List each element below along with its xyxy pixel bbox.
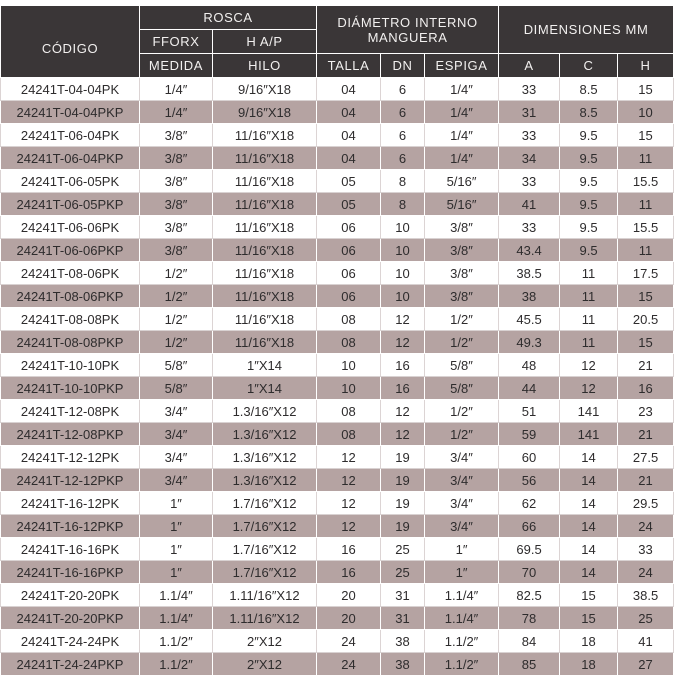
cell-hilo: 2″X12 <box>213 653 317 676</box>
cell-talla: 24 <box>317 653 381 676</box>
cell-medida: 1″ <box>140 561 213 584</box>
cell-a: 33 <box>499 216 560 239</box>
cell-hilo: 11/16″X18 <box>213 308 317 331</box>
cell-espiga: 3/4″ <box>425 515 499 538</box>
table-row <box>1 515 674 538</box>
cell-a: 78 <box>499 607 560 630</box>
table-row <box>1 377 674 400</box>
cell-c: 14 <box>560 515 618 538</box>
cell-espiga: 1″ <box>425 538 499 561</box>
cell-talla: 12 <box>317 446 381 469</box>
cell-medida: 1.1/4″ <box>140 607 213 630</box>
cell-a: 62 <box>499 492 560 515</box>
cell-talla: 06 <box>317 216 381 239</box>
cell-c: 14 <box>560 538 618 561</box>
cell-hilo: 1.3/16″X12 <box>213 446 317 469</box>
cell-c: 11 <box>560 308 618 331</box>
cell-h: 11 <box>618 147 674 170</box>
table-row <box>1 216 674 239</box>
cell-hilo: 2″X12 <box>213 630 317 653</box>
cell-c: 9.5 <box>560 170 618 193</box>
cell-h: 15 <box>618 78 674 101</box>
header-fforx: FFORX <box>140 30 213 54</box>
cell-dn: 19 <box>381 492 425 515</box>
cell-talla: 04 <box>317 124 381 147</box>
cell-h: 24 <box>618 561 674 584</box>
cell-medida: 1/2″ <box>140 331 213 354</box>
table-row <box>1 147 674 170</box>
cell-talla: 08 <box>317 423 381 446</box>
cell-c: 141 <box>560 400 618 423</box>
cell-codigo: 24241T-04-04PK <box>1 78 140 101</box>
cell-espiga: 3/4″ <box>425 446 499 469</box>
cell-hilo: 9/16″X18 <box>213 101 317 124</box>
cell-a: 56 <box>499 469 560 492</box>
cell-codigo: 24241T-08-06PK <box>1 262 140 285</box>
cell-h: 27.5 <box>618 446 674 469</box>
cell-dn: 10 <box>381 239 425 262</box>
cell-a: 41 <box>499 193 560 216</box>
cell-medida: 5/8″ <box>140 377 213 400</box>
table-row <box>1 561 674 584</box>
cell-a: 33 <box>499 78 560 101</box>
cell-codigo: 24241T-16-12PKP <box>1 515 140 538</box>
cell-talla: 10 <box>317 377 381 400</box>
cell-hilo: 11/16″X18 <box>213 331 317 354</box>
cell-codigo: 24241T-12-12PKP <box>1 469 140 492</box>
cell-c: 11 <box>560 285 618 308</box>
cell-medida: 3/4″ <box>140 446 213 469</box>
cell-a: 31 <box>499 101 560 124</box>
cell-h: 15.5 <box>618 170 674 193</box>
cell-a: 59 <box>499 423 560 446</box>
cell-hilo: 11/16″X18 <box>213 193 317 216</box>
cell-espiga: 1/4″ <box>425 124 499 147</box>
cell-talla: 06 <box>317 285 381 308</box>
cell-talla: 10 <box>317 354 381 377</box>
cell-medida: 1/4″ <box>140 78 213 101</box>
cell-dn: 19 <box>381 446 425 469</box>
header-codigo: CÓDIGO <box>1 6 140 78</box>
cell-a: 49.3 <box>499 331 560 354</box>
cell-medida: 3/8″ <box>140 239 213 262</box>
cell-a: 44 <box>499 377 560 400</box>
cell-h: 15.5 <box>618 216 674 239</box>
cell-espiga: 1″ <box>425 561 499 584</box>
cell-talla: 04 <box>317 147 381 170</box>
cell-hilo: 1.3/16″X12 <box>213 469 317 492</box>
cell-dn: 25 <box>381 561 425 584</box>
spec-table-container <box>0 5 678 676</box>
cell-h: 41 <box>618 630 674 653</box>
cell-hilo: 11/16″X18 <box>213 170 317 193</box>
cell-codigo: 24241T-24-24PKP <box>1 653 140 676</box>
cell-h: 29.5 <box>618 492 674 515</box>
cell-h: 16 <box>618 377 674 400</box>
cell-a: 34 <box>499 147 560 170</box>
table-body <box>1 78 674 676</box>
cell-codigo: 24241T-06-04PK <box>1 124 140 147</box>
cell-h: 21 <box>618 469 674 492</box>
cell-espiga: 1.1/2″ <box>425 653 499 676</box>
cell-codigo: 24241T-16-16PK <box>1 538 140 561</box>
cell-medida: 3/4″ <box>140 400 213 423</box>
table-row <box>1 354 674 377</box>
table-row <box>1 492 674 515</box>
cell-a: 51 <box>499 400 560 423</box>
cell-medida: 1.1/4″ <box>140 584 213 607</box>
header-dimensiones: DIMENSIONES MM <box>499 6 674 54</box>
cell-c: 8.5 <box>560 101 618 124</box>
cell-espiga: 5/8″ <box>425 354 499 377</box>
cell-c: 9.5 <box>560 147 618 170</box>
table-row <box>1 584 674 607</box>
table-row <box>1 423 674 446</box>
cell-h: 21 <box>618 423 674 446</box>
cell-talla: 04 <box>317 101 381 124</box>
cell-codigo: 24241T-08-06PKP <box>1 285 140 308</box>
cell-c: 14 <box>560 469 618 492</box>
cell-h: 17.5 <box>618 262 674 285</box>
cell-medida: 3/4″ <box>140 423 213 446</box>
table-row <box>1 262 674 285</box>
cell-espiga: 5/8″ <box>425 377 499 400</box>
cell-a: 69.5 <box>499 538 560 561</box>
header-h: H <box>618 54 674 78</box>
cell-dn: 6 <box>381 147 425 170</box>
cell-dn: 12 <box>381 308 425 331</box>
cell-c: 9.5 <box>560 216 618 239</box>
cell-dn: 10 <box>381 262 425 285</box>
cell-espiga: 1.1/4″ <box>425 607 499 630</box>
cell-dn: 8 <box>381 193 425 216</box>
cell-a: 38 <box>499 285 560 308</box>
cell-espiga: 5/16″ <box>425 193 499 216</box>
cell-espiga: 1/2″ <box>425 423 499 446</box>
cell-medida: 1/2″ <box>140 285 213 308</box>
cell-a: 48 <box>499 354 560 377</box>
cell-codigo: 24241T-06-06PK <box>1 216 140 239</box>
cell-codigo: 24241T-06-05PKP <box>1 193 140 216</box>
cell-h: 27 <box>618 653 674 676</box>
cell-hilo: 1.11/16″X12 <box>213 584 317 607</box>
cell-medida: 1/4″ <box>140 101 213 124</box>
header-espiga: ESPIGA <box>425 54 499 78</box>
cell-c: 15 <box>560 607 618 630</box>
cell-a: 66 <box>499 515 560 538</box>
cell-talla: 20 <box>317 607 381 630</box>
cell-medida: 5/8″ <box>140 354 213 377</box>
table-row <box>1 331 674 354</box>
cell-talla: 08 <box>317 400 381 423</box>
cell-codigo: 24241T-16-16PKP <box>1 561 140 584</box>
cell-a: 45.5 <box>499 308 560 331</box>
table-row <box>1 607 674 630</box>
cell-espiga: 1.1/2″ <box>425 630 499 653</box>
cell-talla: 04 <box>317 78 381 101</box>
table-row <box>1 170 674 193</box>
cell-hilo: 11/16″X18 <box>213 216 317 239</box>
cell-dn: 38 <box>381 653 425 676</box>
cell-hilo: 1.7/16″X12 <box>213 492 317 515</box>
cell-espiga: 3/4″ <box>425 469 499 492</box>
cell-medida: 3/4″ <box>140 469 213 492</box>
cell-h: 24 <box>618 515 674 538</box>
header-dn: DN <box>381 54 425 78</box>
cell-dn: 19 <box>381 515 425 538</box>
table-header <box>1 6 674 78</box>
cell-h: 23 <box>618 400 674 423</box>
cell-hilo: 1.3/16″X12 <box>213 400 317 423</box>
cell-medida: 3/8″ <box>140 147 213 170</box>
cell-espiga: 3/8″ <box>425 239 499 262</box>
table-row <box>1 469 674 492</box>
cell-medida: 1/2″ <box>140 308 213 331</box>
cell-hilo: 1.7/16″X12 <box>213 515 317 538</box>
cell-dn: 31 <box>381 584 425 607</box>
cell-espiga: 1/4″ <box>425 147 499 170</box>
header-diametro-label: DIÁMETRO INTERNO MANGUERA <box>337 14 478 45</box>
cell-talla: 12 <box>317 492 381 515</box>
cell-c: 8.5 <box>560 78 618 101</box>
cell-dn: 12 <box>381 331 425 354</box>
cell-a: 84 <box>499 630 560 653</box>
cell-h: 25 <box>618 607 674 630</box>
cell-dn: 38 <box>381 630 425 653</box>
cell-talla: 20 <box>317 584 381 607</box>
cell-c: 141 <box>560 423 618 446</box>
cell-h: 11 <box>618 239 674 262</box>
header-diametro <box>317 6 499 54</box>
cell-medida: 3/8″ <box>140 216 213 239</box>
cell-espiga: 3/4″ <box>425 492 499 515</box>
cell-codigo: 24241T-06-05PK <box>1 170 140 193</box>
cell-h: 15 <box>618 124 674 147</box>
table-row <box>1 538 674 561</box>
cell-espiga: 1/2″ <box>425 308 499 331</box>
header-hap: H A/P <box>213 30 317 54</box>
cell-codigo: 24241T-10-10PK <box>1 354 140 377</box>
cell-hilo: 1.7/16″X12 <box>213 561 317 584</box>
cell-codigo: 24241T-16-12PK <box>1 492 140 515</box>
cell-h: 21 <box>618 354 674 377</box>
table-row <box>1 101 674 124</box>
table-row <box>1 78 674 101</box>
cell-codigo: 24241T-08-08PK <box>1 308 140 331</box>
header-hilo: HILO <box>213 54 317 78</box>
cell-h: 33 <box>618 538 674 561</box>
table-row <box>1 239 674 262</box>
cell-talla: 24 <box>317 630 381 653</box>
cell-dn: 16 <box>381 377 425 400</box>
cell-a: 85 <box>499 653 560 676</box>
table-row <box>1 308 674 331</box>
cell-a: 82.5 <box>499 584 560 607</box>
cell-medida: 1/2″ <box>140 262 213 285</box>
cell-medida: 1″ <box>140 492 213 515</box>
cell-codigo: 24241T-06-04PKP <box>1 147 140 170</box>
cell-hilo: 1.11/16″X12 <box>213 607 317 630</box>
cell-hilo: 11/16″X18 <box>213 147 317 170</box>
cell-dn: 6 <box>381 78 425 101</box>
cell-a: 38.5 <box>499 262 560 285</box>
cell-dn: 6 <box>381 124 425 147</box>
cell-c: 14 <box>560 446 618 469</box>
cell-codigo: 24241T-12-08PKP <box>1 423 140 446</box>
cell-h: 15 <box>618 285 674 308</box>
cell-talla: 08 <box>317 308 381 331</box>
cell-hilo: 11/16″X18 <box>213 239 317 262</box>
cell-espiga: 3/8″ <box>425 285 499 308</box>
cell-codigo: 24241T-06-06PKP <box>1 239 140 262</box>
cell-h: 20.5 <box>618 308 674 331</box>
cell-medida: 3/8″ <box>140 170 213 193</box>
header-a: A <box>499 54 560 78</box>
cell-talla: 05 <box>317 170 381 193</box>
cell-talla: 12 <box>317 469 381 492</box>
table-row <box>1 124 674 147</box>
cell-talla: 16 <box>317 561 381 584</box>
spec-table <box>0 5 674 676</box>
cell-codigo: 24241T-12-12PK <box>1 446 140 469</box>
cell-medida: 1″ <box>140 538 213 561</box>
cell-hilo: 1.7/16″X12 <box>213 538 317 561</box>
cell-talla: 12 <box>317 515 381 538</box>
header-medida: MEDIDA <box>140 54 213 78</box>
header-rosca: ROSCA <box>140 6 317 30</box>
cell-hilo: 9/16″X18 <box>213 78 317 101</box>
cell-c: 18 <box>560 630 618 653</box>
cell-hilo: 1″X14 <box>213 354 317 377</box>
cell-h: 10 <box>618 101 674 124</box>
cell-c: 14 <box>560 561 618 584</box>
table-row <box>1 630 674 653</box>
cell-talla: 08 <box>317 331 381 354</box>
cell-c: 9.5 <box>560 193 618 216</box>
cell-hilo: 11/16″X18 <box>213 262 317 285</box>
cell-espiga: 3/8″ <box>425 216 499 239</box>
cell-medida: 3/8″ <box>140 124 213 147</box>
cell-espiga: 1.1/4″ <box>425 584 499 607</box>
cell-espiga: 1/2″ <box>425 331 499 354</box>
cell-a: 33 <box>499 124 560 147</box>
cell-codigo: 24241T-20-20PKP <box>1 607 140 630</box>
table-row <box>1 400 674 423</box>
cell-dn: 12 <box>381 400 425 423</box>
cell-talla: 06 <box>317 262 381 285</box>
cell-codigo: 24241T-24-24PK <box>1 630 140 653</box>
cell-talla: 05 <box>317 193 381 216</box>
cell-dn: 12 <box>381 423 425 446</box>
cell-h: 38.5 <box>618 584 674 607</box>
cell-espiga: 3/8″ <box>425 262 499 285</box>
cell-h: 11 <box>618 193 674 216</box>
cell-dn: 19 <box>381 469 425 492</box>
cell-espiga: 1/4″ <box>425 101 499 124</box>
cell-espiga: 1/4″ <box>425 78 499 101</box>
cell-codigo: 24241T-20-20PK <box>1 584 140 607</box>
cell-dn: 31 <box>381 607 425 630</box>
cell-c: 12 <box>560 377 618 400</box>
cell-a: 70 <box>499 561 560 584</box>
cell-espiga: 1/2″ <box>425 400 499 423</box>
table-row <box>1 285 674 308</box>
table-row <box>1 446 674 469</box>
cell-talla: 06 <box>317 239 381 262</box>
cell-c: 9.5 <box>560 124 618 147</box>
table-row <box>1 193 674 216</box>
cell-dn: 8 <box>381 170 425 193</box>
cell-a: 43.4 <box>499 239 560 262</box>
cell-hilo: 1″X14 <box>213 377 317 400</box>
cell-a: 60 <box>499 446 560 469</box>
cell-dn: 6 <box>381 101 425 124</box>
cell-c: 11 <box>560 262 618 285</box>
cell-medida: 1.1/2″ <box>140 630 213 653</box>
cell-c: 11 <box>560 331 618 354</box>
cell-c: 15 <box>560 584 618 607</box>
cell-c: 9.5 <box>560 239 618 262</box>
cell-c: 18 <box>560 653 618 676</box>
cell-hilo: 11/16″X18 <box>213 124 317 147</box>
cell-codigo: 24241T-08-08PKP <box>1 331 140 354</box>
cell-dn: 25 <box>381 538 425 561</box>
cell-c: 12 <box>560 354 618 377</box>
cell-codigo: 24241T-10-10PKP <box>1 377 140 400</box>
cell-medida: 1″ <box>140 515 213 538</box>
cell-medida: 1.1/2″ <box>140 653 213 676</box>
cell-c: 14 <box>560 492 618 515</box>
cell-dn: 10 <box>381 216 425 239</box>
cell-hilo: 1.3/16″X12 <box>213 423 317 446</box>
header-c: C <box>560 54 618 78</box>
cell-espiga: 5/16″ <box>425 170 499 193</box>
cell-dn: 10 <box>381 285 425 308</box>
header-talla: TALLA <box>317 54 381 78</box>
cell-codigo: 24241T-04-04PKP <box>1 101 140 124</box>
cell-a: 33 <box>499 170 560 193</box>
cell-h: 15 <box>618 331 674 354</box>
cell-medida: 3/8″ <box>140 193 213 216</box>
table-row <box>1 653 674 676</box>
cell-dn: 16 <box>381 354 425 377</box>
cell-talla: 16 <box>317 538 381 561</box>
cell-codigo: 24241T-12-08PK <box>1 400 140 423</box>
cell-hilo: 11/16″X18 <box>213 285 317 308</box>
